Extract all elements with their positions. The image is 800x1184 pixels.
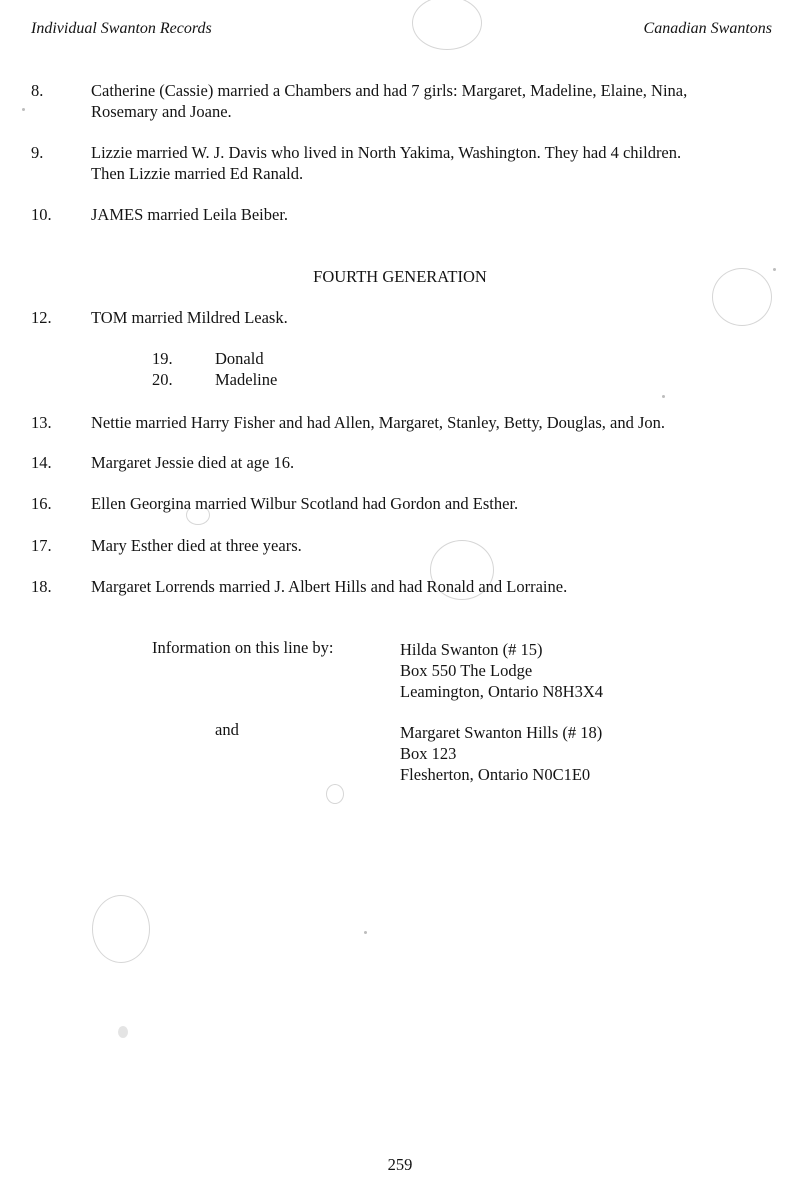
entry-text: TOM married Mildred Leask. bbox=[91, 308, 288, 327]
entry-number: 8. bbox=[31, 81, 44, 100]
source-line: Box 550 The Lodge bbox=[400, 661, 533, 680]
child-name: Donald bbox=[215, 349, 264, 368]
entry-number: 17. bbox=[31, 536, 52, 555]
child-name: Madeline bbox=[215, 370, 278, 389]
entry-text: Rosemary and Joane. bbox=[91, 102, 232, 121]
entry-number: 14. bbox=[31, 453, 52, 472]
source-line: Hilda Swanton (# 15) bbox=[400, 640, 543, 659]
entry-text: Ellen Georgina married Wilbur Scotland had Gordon and Esther. bbox=[91, 494, 519, 513]
page-stain bbox=[326, 784, 344, 804]
entry-number: 13. bbox=[31, 413, 52, 432]
source-line: Margaret Swanton Hills (# 18) bbox=[400, 723, 603, 742]
header-right-title: Canadian Swantons bbox=[643, 20, 772, 37]
entry-number: 12. bbox=[31, 308, 52, 327]
entry-text: Then Lizzie married Ed Ranald. bbox=[91, 164, 304, 183]
source-line: Flesherton, Ontario N0C1E0 bbox=[400, 765, 591, 784]
entry-text: Mary Esther died at three years. bbox=[91, 536, 302, 555]
entry-number: 16. bbox=[31, 494, 52, 513]
entry-text: Margaret Lorrends married J. Albert Hills and had Ronald and Lorraine. bbox=[91, 577, 568, 596]
entry-number: 10. bbox=[31, 205, 52, 224]
source-line: Box 123 bbox=[400, 744, 457, 763]
and-label: and bbox=[215, 720, 239, 739]
page-number: 259 bbox=[387, 1155, 413, 1174]
info-label: Information on this line by: bbox=[152, 638, 334, 657]
entry-text: JAMES married Leila Beiber. bbox=[91, 205, 289, 224]
page-speck bbox=[22, 108, 25, 111]
section-heading: FOURTH GENERATION bbox=[313, 267, 487, 286]
page-stain bbox=[412, 0, 482, 50]
page-speck bbox=[364, 931, 367, 934]
entry-text: Lizzie married W. J. Davis who lived in North Yakima, Washington. They had 4 children. bbox=[91, 143, 682, 162]
page-stain bbox=[92, 895, 150, 963]
entry-number: 9. bbox=[31, 143, 44, 162]
entry-text: Nettie married Harry Fisher and had Allen, Margaret, Stanley, Betty, Douglas, and Jon. bbox=[91, 413, 665, 432]
entry-number: 18. bbox=[31, 577, 52, 596]
entry-text: Catherine (Cassie) married a Chambers and had 7 girls: Margaret, Madeline, Elaine, Nina, bbox=[91, 81, 688, 100]
page-speck bbox=[662, 395, 665, 398]
child-number: 19. bbox=[152, 349, 173, 368]
entry-text: Margaret Jessie died at age 16. bbox=[91, 453, 295, 472]
header-left-title: Individual Swanton Records bbox=[31, 20, 212, 37]
page-speck bbox=[118, 1026, 128, 1038]
source-line: Leamington, Ontario N8H3X4 bbox=[400, 682, 604, 701]
child-number: 20. bbox=[152, 370, 173, 389]
